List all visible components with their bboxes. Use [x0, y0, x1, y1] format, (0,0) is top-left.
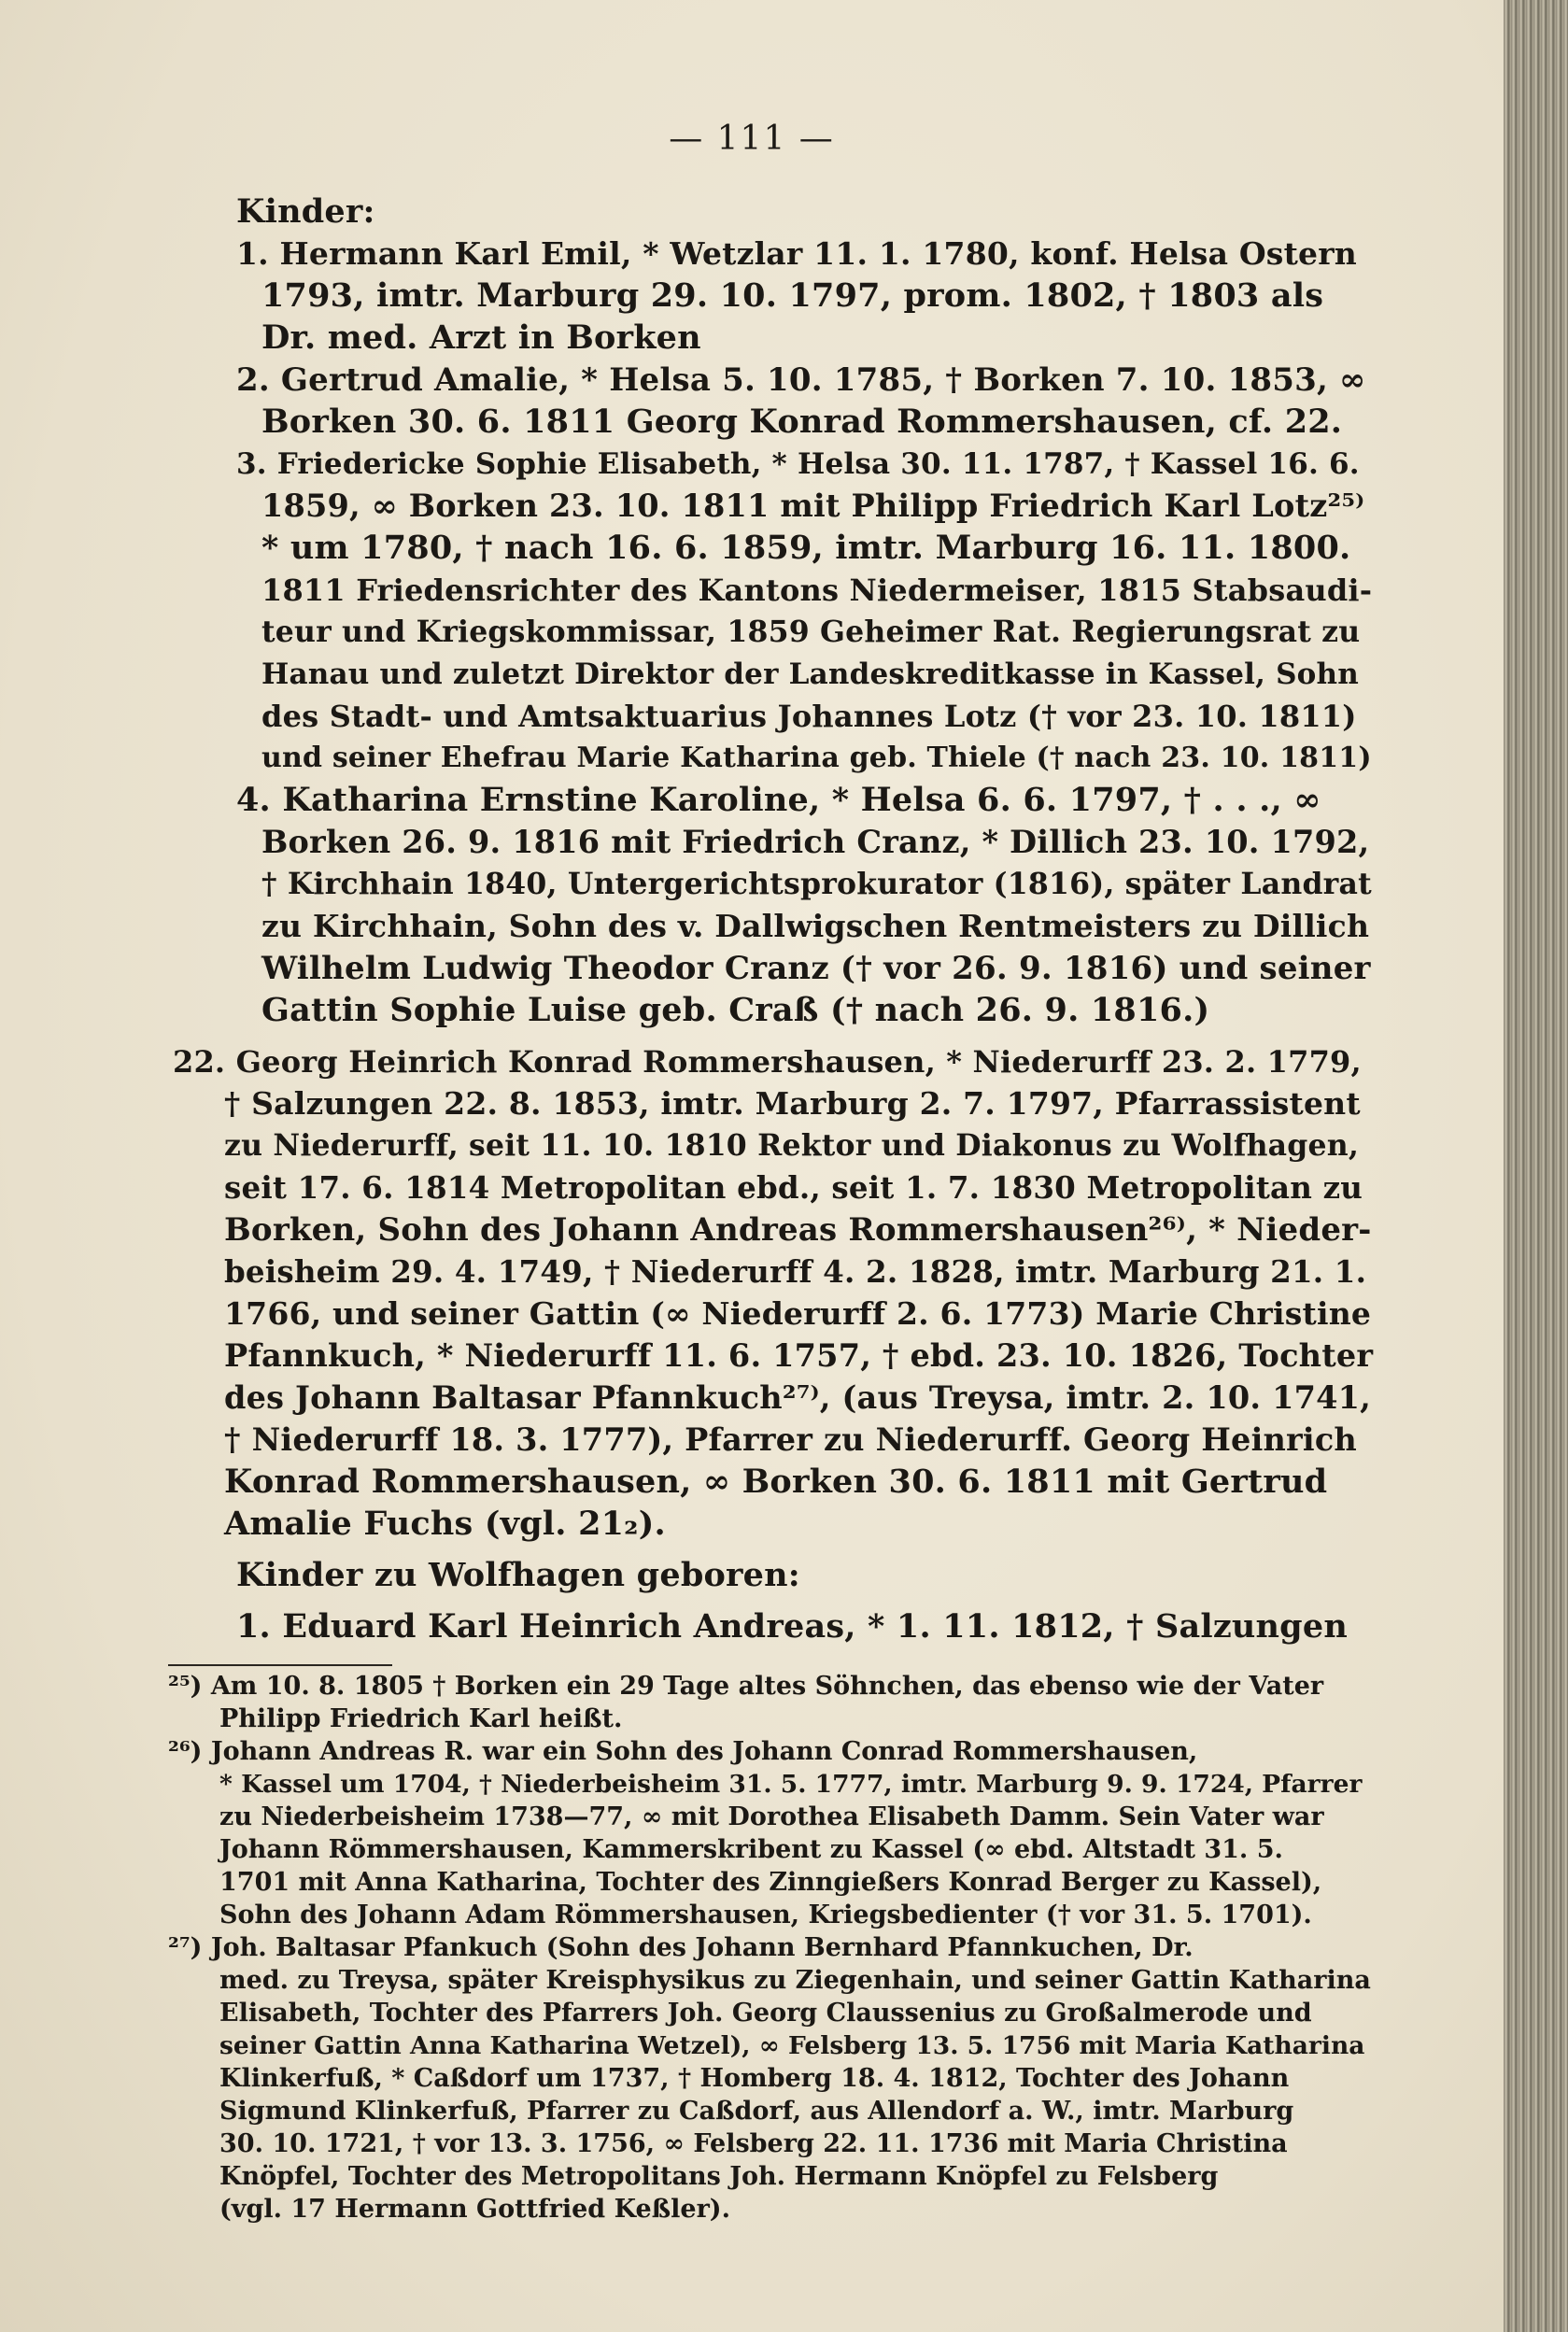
- text-line: beisheim 29. 4. 1749, † Niederurff 4. 2. 1828, imtr. Marburg 21. 1.: [224, 1253, 1367, 1290]
- footnote-line: ²⁷) Joh. Baltasar Pfankuch (Sohn des Johann Bernhard Pfannkuchen, Dr.: [168, 1933, 1194, 1962]
- text-line: Borken 30. 6. 1811 Georg Konrad Rommershausen, cf. 22.: [261, 403, 1343, 441]
- footnote-line: Sohn des Johann Adam Römmershausen, Kriegsbedienter († vor 31. 5. 1701).: [219, 1901, 1312, 1929]
- text-line: Konrad Rommershausen, ∞ Borken 30. 6. 1811 mit Gertrud: [224, 1463, 1328, 1501]
- footnote-line: zu Niederbeisheim 1738—77, ∞ mit Dorothea Elisabeth Damm. Sein Vater war: [219, 1802, 1324, 1831]
- text-line: zu Niederurff, seit 11. 10. 1810 Rektor und Diakonus zu Wolfhagen,: [224, 1128, 1360, 1163]
- text-line: 1793, imtr. Marburg 29. 10. 1797, prom. 1802, † 1803 als: [261, 276, 1324, 315]
- text-line: 1. Eduard Karl Heinrich Andreas, * 1. 11. 1812, † Salzungen: [236, 1607, 1348, 1646]
- section-heading: Kinder zu Wolfhagen geboren:: [236, 1556, 800, 1594]
- text-line: Borken, Sohn des Johann Andreas Rommershausen²⁶⁾, * Nieder-: [224, 1211, 1372, 1249]
- footnote-line: Knöpfel, Tochter des Metropolitans Joh. Hermann Knöpfel zu Felsberg: [219, 2162, 1219, 2191]
- text-line: 1766, und seiner Gattin (∞ Niederurff 2. 6. 1773) Marie Christine: [224, 1295, 1372, 1332]
- text-line: des Stadt- und Amtsaktuarius Johannes Lotz († vor 23. 10. 1811): [261, 699, 1357, 734]
- footnote-rule: [168, 1664, 392, 1666]
- footnote-line: Sigmund Klinkerfuß, Pfarrer zu Caßdorf, aus Allendorf a. W., imtr. Marburg: [219, 2097, 1294, 2126]
- text-line: 1811 Friedensrichter des Kantons Niedermeiser, 1815 Stabsaudi-: [261, 572, 1373, 608]
- text-line: Gattin Sophie Luise geb. Craß († nach 26. 9. 1816.): [261, 991, 1210, 1029]
- footnote-line: Elisabeth, Tochter des Pfarrers Joh. Georg Claussenius zu Großalmerode und: [219, 1999, 1312, 2028]
- footnote-line: med. zu Treysa, später Kreisphysikus zu Ziegenhain, und seiner Gattin Katharina: [219, 1966, 1371, 1995]
- text-line: * um 1780, † nach 16. 6. 1859, imtr. Marburg 16. 11. 1800.: [261, 529, 1351, 567]
- book-edge: [1504, 0, 1568, 2332]
- text-line: 2. Gertrud Amalie, * Helsa 5. 10. 1785, † Borken 7. 10. 1853, ∞: [236, 361, 1366, 399]
- text-line: zu Kirchhain, Sohn des v. Dallwigschen Rentmeisters zu Dillich: [261, 908, 1370, 944]
- footnote-line: 1701 mit Anna Katharina, Tochter des Zinngießers Konrad Berger zu Kassel),: [219, 1868, 1322, 1897]
- footnote-line: (vgl. 17 Hermann Gottfried Keßler).: [219, 2195, 730, 2224]
- text-line: Wilhelm Ludwig Theodor Cranz († vor 26. 9. 1816) und seiner: [261, 950, 1371, 987]
- text-line: 22. Georg Heinrich Konrad Rommershausen, * Niederurff 23. 2. 1779,: [173, 1044, 1362, 1080]
- text-line: Hanau und zuletzt Direktor der Landeskreditkasse in Kassel, Sohn: [261, 657, 1360, 691]
- page-number: — 111 —: [669, 120, 835, 158]
- text-line: Pfannkuch, * Niederurff 11. 6. 1757, † ebd. 23. 10. 1826, Tochter: [224, 1337, 1374, 1374]
- text-line: und seiner Ehefrau Marie Katharina geb. Thiele († nach 23. 10. 1811): [261, 742, 1372, 774]
- text-line: 1859, ∞ Borken 23. 10. 1811 mit Philipp Friedrich Karl Lotz²⁵⁾: [261, 488, 1365, 524]
- text-line: seit 17. 6. 1814 Metropolitan ebd., seit 1. 7. 1830 Metropolitan zu: [224, 1169, 1363, 1206]
- footnote-line: Klinkerfuß, * Caßdorf um 1737, † Homberg 18. 4. 1812, Tochter des Johann: [219, 2064, 1290, 2093]
- footnote-line: Philipp Friedrich Karl heißt.: [219, 1704, 623, 1733]
- text-line: Amalie Fuchs (vgl. 21₂).: [224, 1505, 666, 1543]
- text-line: teur und Kriegskommissar, 1859 Geheimer Rat. Regierungsrat zu: [261, 615, 1361, 649]
- footnote-line: ²⁵) Am 10. 8. 1805 † Borken ein 29 Tage altes Söhnchen, das ebenso wie der Vater: [168, 1672, 1324, 1701]
- section-heading: Kinder:: [236, 192, 375, 231]
- text-line: † Niederurff 18. 3. 1777), Pfarrer zu Niederurff. Georg Heinrich: [224, 1421, 1357, 1458]
- text-line: 4. Katharina Ernstine Karoline, * Helsa 6. 6. 1797, † . . ., ∞: [236, 781, 1321, 819]
- text-line: des Johann Baltasar Pfannkuch²⁷⁾, (aus Treysa, imtr. 2. 10. 1741,: [224, 1379, 1371, 1416]
- footnote-line: ²⁶) Johann Andreas R. war ein Sohn des Johann Conrad Rommershausen,: [168, 1737, 1198, 1766]
- footnote-line: 30. 10. 1721, † vor 13. 3. 1756, ∞ Felsberg 22. 11. 1736 mit Maria Christina: [219, 2129, 1288, 2158]
- footnote-line: Johann Römmershausen, Kammerskribent zu Kassel (∞ ebd. Altstadt 31. 5.: [219, 1835, 1283, 1864]
- text-line: Borken 26. 9. 1816 mit Friedrich Cranz, * Dillich 23. 10. 1792,: [261, 824, 1370, 860]
- text-line: Dr. med. Arzt in Borken: [261, 318, 701, 357]
- text-line: † Salzungen 22. 8. 1853, imtr. Marburg 2. 7. 1797, Pfarrassistent: [224, 1085, 1361, 1122]
- text-line: 1. Hermann Karl Emil, * Wetzlar 11. 1. 1780, konf. Helsa Ostern: [236, 235, 1357, 272]
- footnote-line: * Kassel um 1704, † Niederbeisheim 31. 5. 1777, imtr. Marburg 9. 9. 1724, Pfarrer: [219, 1770, 1363, 1799]
- footnote-line: seiner Gattin Anna Katharina Wetzel), ∞ Felsberg 13. 5. 1756 mit Maria Katharina: [219, 2031, 1365, 2060]
- text-line: 3. Friedericke Sophie Elisabeth, * Helsa 30. 11. 1787, † Kassel 16. 6.: [236, 447, 1360, 481]
- text-line: † Kirchhain 1840, Untergerichtsprokurator (1816), später Landrat: [261, 867, 1372, 901]
